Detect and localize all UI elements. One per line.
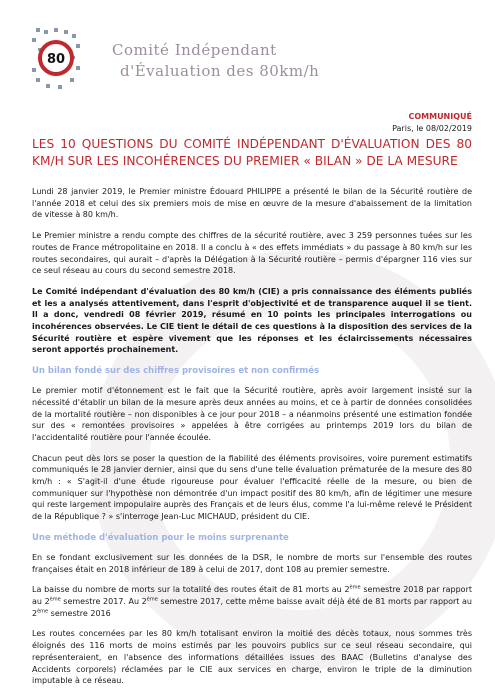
section-2-paragraph-3: Les routes concernées par les 80 km/h totalisant environ la moitié des décès totaux, nous sommes très éloignés des 116 morts de moins estimés par les pouvoirs publics sur ce seul réseau secondaire, qui représenteraient, en l'absence des informations détaillées issues des BAAC (Bulletins d'analyse des Accidents corporels) réclamées par le CIE aux services en charge, environ le triple de la diminution imputable à ce réseau. (32, 629, 472, 686)
intro-paragraph-2: Le Premier ministre a rendu compte des chiffres de la sécurité routière, avec 3 259 personnes tuées sur les routes de France métropolitaine en 2018. Il a conclu à « des effets immédiats » du passage à 80 km/h sur les routes secondaires, qui aurait – d'après la Délégation à la Sécurité routière – permis d'épargner 116 vies sur ce seul réseau au cours du second semestre 2018. (32, 231, 472, 276)
org-name (112, 40, 319, 82)
section-2-heading: Une méthode d'évaluation pour le moins surprenante (32, 532, 289, 543)
text-run: semestre 2018 par rapport au 2 (32, 585, 472, 606)
text-run: semestre 2017, cette même baisse avait déjà été de 81 morts par rapport au 2 (32, 596, 473, 618)
text-run: semestre 2017. Au 2 (60, 596, 147, 606)
section-2-paragraph-1: En se fondant exclusivement sur les données de la DSR, le nombre de morts sur l'ensemble des routes françaises était en 2018 inférieur de 189 à celui de 2017, dont 108 au premier semestre. (32, 552, 472, 574)
section-1-paragraph-1: Le premier motif d'étonnement est le fait que la Sécurité routière, après avoir largement insisté sur la nécessité d'établir un bilan de la mesure après deux années au moins, et ce à partir de données consolidées de la mortalité routière – non disponibles à ce jour pour 2018 – a néanmoins présenté une estimation fondée sur des « remontées provisoires » appelées à être corrigées au printemps 2019 lors du bilan de l'accidentalité routière pour l'année écoulée. (32, 386, 472, 442)
org-name-line1: Comité Indépendant (112, 41, 277, 59)
logo-number: 80 (46, 52, 66, 67)
place-date: Paris, le 08/02/2019 (392, 124, 472, 133)
communique-block (392, 111, 472, 135)
superscript: ème (349, 584, 361, 591)
section-2-paragraph-2 (32, 584, 472, 619)
speed-sign-logo-icon (32, 28, 80, 90)
logo (32, 28, 80, 90)
communique-label: COMMUNIQUÉ (408, 112, 472, 121)
intro-paragraph-1: Lundi 28 janvier 2019, le Premier ministre Édouard PHILIPPE a présenté le bilan de la Sécurité routière de l'année 2018 et celui des six premiers mois de mise en œuvre de la mesure d'abaissement de la limitation de vitesse à 80 km/h. (32, 187, 472, 220)
text-run: semestre 2016 (48, 608, 111, 618)
document-title: LES 10 QUESTIONS DU COMITÉ INDÉPENDANT D'ÉVALUATION DES 80 KM/H SUR LES INCOHÉRENCES DU PREMIER « BILAN » DE LA MESURE (32, 137, 472, 168)
section-1-paragraph-2: Chacun peut dès lors se poser la question de la fiabilité des éléments provisoires, voire purement estimatifs communiqués le 28 janvier dernier, ainsi que du sens d'une telle évaluation prématurée de la mesure des 80 km/h : « S'agit-il d'une étude rigoureuse pour évaluer l'efficacité réelle de la mesure, ou bien de communiquer sur l'hypothèse non démontrée d'un impact positif des 80 km/h, afin de légitimer une mesure qui reste largement impopulaire auprès des Français et de leurs élus, comme l'a lui-même relevé le Président de la République ? » s'interroge Jean-Luc MICHAUD, président du CIE. (32, 453, 472, 522)
superscript: ème (37, 608, 49, 615)
text-run: La baisse du nombre de morts sur la totalité des routes était de 81 morts au 2 (32, 585, 350, 595)
section-1-heading: Un bilan fondé sur des chiffres provisoires et non confirmés (32, 366, 320, 377)
document-body (32, 186, 472, 696)
intro-paragraph-3: Le Comité indépendant d'évaluation des 80 km/h (CIE) a pris connaissance des éléments publiés et les a analysés attentivement, dans l'esprit d'objectivité et de transparence auquel il se tient. Il a donc, vendredi 08 février 2019, résumé en 10 points les principales interrogations ou incohérences observées. Le CIE tient le détail de ces questions à la disposition des services de la Sécurité routière et espère vivement que les réponses et les éclaircissements nécessaires seront apportés prochainement. (32, 286, 472, 355)
org-name-line2: d'Évaluation des 80km/h (120, 62, 320, 80)
superscript: ème (49, 596, 61, 603)
superscript: ème (146, 596, 158, 603)
